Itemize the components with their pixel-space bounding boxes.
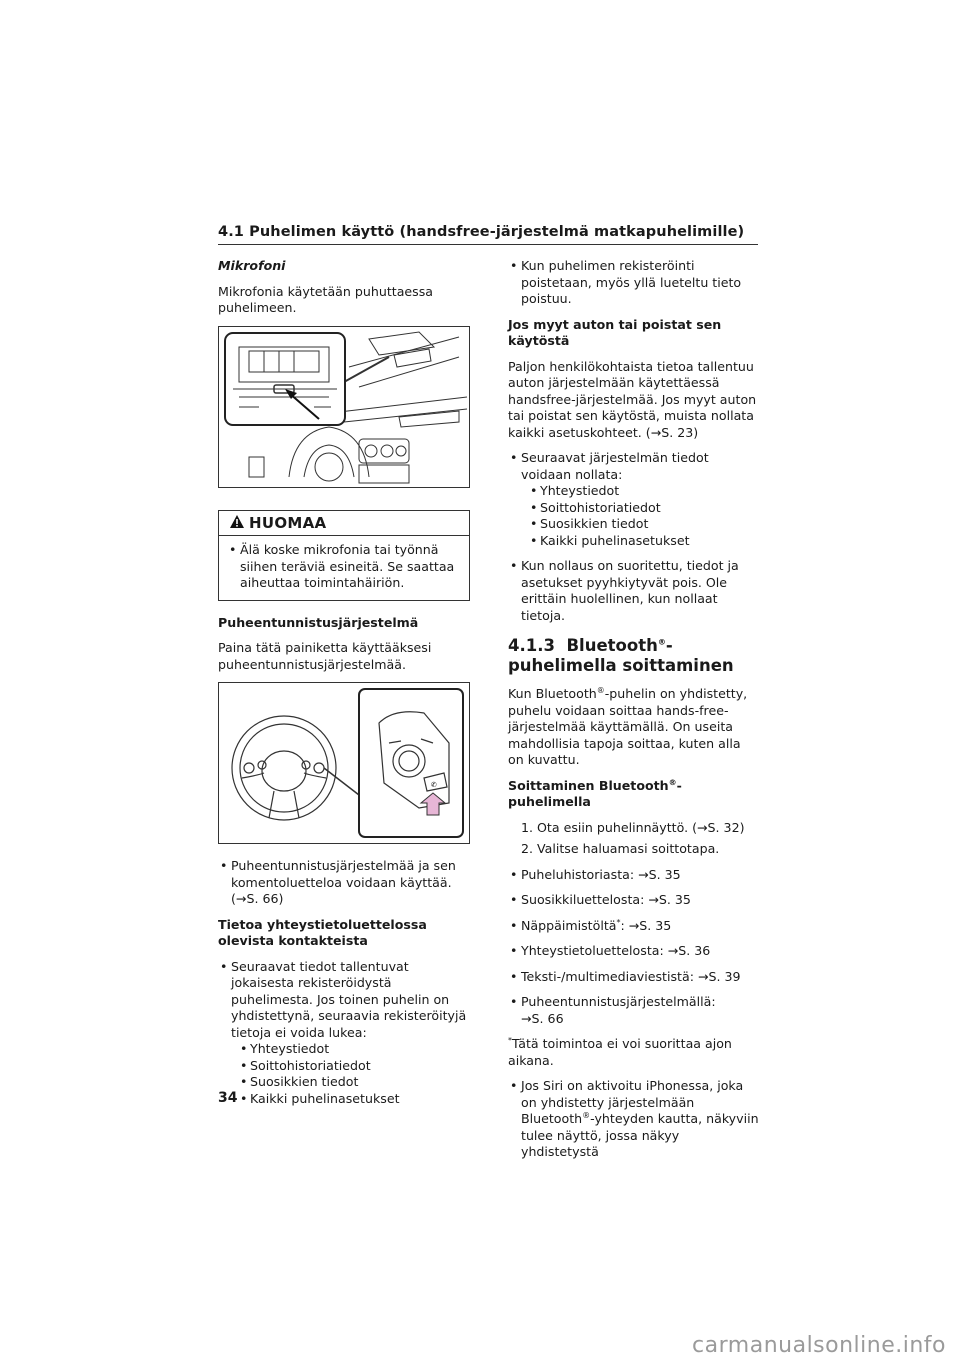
- registered-mark: ®: [657, 637, 666, 647]
- keypad-text-b: : →S. 35: [620, 917, 672, 933]
- microphone-illustration: [218, 326, 470, 488]
- sell-car-heading: Jos myyt auton tai poistat sen käytöstä: [508, 316, 722, 348]
- voice-recognition-text: Paina tätä painiketta käyttääksesi puheentunnistusjärjestelmää.: [218, 640, 432, 672]
- calling-head-b: -puhelimella: [508, 777, 682, 809]
- intro-text-b: -puhelin on yhdistetty, puhelu voidaan soittaa hands-free-järjestelmää käyttämällä. On useita mahdollisia tapoja soittaa, kuten alla on kuvattu.: [508, 686, 748, 767]
- option-item: • Puheluhistoriasta: →S. 35: [508, 867, 760, 884]
- option-item: • Suosikkiluettelosta: →S. 35: [508, 892, 760, 909]
- intro-text-a: Kun Bluetooth: [508, 686, 597, 701]
- list-item: • Kaikki puhelinasetukset: [240, 1091, 470, 1108]
- sell-car-text: Paljon henkilökohtaista tietoa tallentuu auton järjestelmään käytettäessä handsfree-järjestelmää. Jos myyt auton tai poistat sen käytöstä, muista nollata kaikki asetuskohteet. (→S. 23): [508, 358, 757, 440]
- footnote-text: Tätä toimintoa ei voi suorittaa ajon aikana.: [508, 1036, 732, 1068]
- reset-bullet-text: Seuraavat järjestelmän tiedot voidaan nollata:: [521, 450, 709, 482]
- registered-mark: ®: [582, 1110, 591, 1120]
- notice-text: • Älä koske mikrofonia tai työnnä siihen teräviä esineitä. Se saattaa aiheuttaa toimintahäiriön.: [227, 542, 461, 592]
- footnote: [508, 1036, 760, 1069]
- siri-text-a: Jos Siri on aktivoitu iPhonessa, joka on yhdistetty järjestelmään Bluetooth: [521, 1078, 744, 1126]
- option-item: • Teksti-/multimediaviestistä: →S. 39: [508, 969, 760, 986]
- asterisk-mark: *: [508, 1035, 512, 1045]
- contacts-bullet-text: Seuraavat tiedot tallentuvat jokaisesta rekisteröidystä puhelimesta. Jos toinen puhelin on yhdistettynä, seuraavia rekisteröityjä tietoja ei voida lukea:: [231, 958, 467, 1040]
- header-divider: [218, 244, 758, 245]
- contacts-bullet: [218, 959, 470, 1042]
- contacts-heading: Tietoa yhteystietoluettelossa olevista kontakteista: [218, 916, 427, 948]
- microphone-heading: Mikrofoni: [218, 258, 286, 273]
- list-item: • Suosikkien tiedot: [530, 516, 760, 533]
- list-item: • Kaikki puhelinasetukset: [530, 533, 760, 550]
- option-item: [508, 918, 760, 935]
- bluetooth-intro: [508, 686, 760, 769]
- warning-icon: [229, 514, 245, 533]
- notice-box: [218, 510, 470, 601]
- section-number: 4.1.3: [508, 636, 555, 655]
- calling-heading: [508, 778, 760, 811]
- step-item: 2. Valitse haluamasi soittotapa.: [521, 841, 720, 856]
- step-item: 1. Ota esiin puhelinnäyttö. (→S. 32): [521, 819, 745, 835]
- section-title: [508, 636, 760, 676]
- right-column: [508, 258, 760, 1170]
- section-title-a: Bluetooth: [566, 636, 658, 655]
- page-header-title: 4.1 Puhelimen käyttö (handsfree-järjestelmä matkapuhelimille): [218, 224, 745, 240]
- list-item: • Yhteystiedot: [530, 483, 760, 500]
- delete-registration-bullet: • Kun puhelimen rekisteröinti poistetaan, myös yllä lueteltu tieto poistuu.: [508, 258, 760, 308]
- list-item: • Soittohistoriatiedot: [240, 1058, 470, 1075]
- option-item: • Puheentunnistusjärjestelmällä: →S. 66: [508, 994, 760, 1027]
- siri-text-b: -yhteyden kautta, näkyviin tulee näyttö, jossa näkyy yhdistetystä: [521, 1111, 759, 1159]
- registered-mark: ®: [596, 685, 605, 695]
- section-title-b: -puhelimella soittaminen: [508, 636, 734, 675]
- option-item: • Yhteystietoluettelosta: →S. 36: [508, 943, 760, 960]
- notice-header: [219, 511, 469, 537]
- list-item: • Suosikkien tiedot: [240, 1074, 470, 1091]
- voice-recognition-bullet: • Puheentunnistusjärjestelmää ja sen komentoluetteloa voidaan käyttää. (→S. 66): [218, 858, 470, 908]
- page-number: 34: [218, 1090, 238, 1106]
- notice-title: HUOMAA: [249, 513, 327, 532]
- reset-done-bullet: • Kun nollaus on suoritettu, tiedot ja asetukset pyyhkiytyvät pois. Ole erittäin huolellinen, kun nollaat tietoja.: [508, 558, 760, 624]
- registered-mark: ®: [668, 777, 677, 787]
- asterisk-mark: *: [616, 917, 621, 927]
- list-item: • Yhteystiedot: [240, 1041, 470, 1058]
- siri-bullet: [508, 1078, 760, 1161]
- watermark: carmanualsonline.info: [692, 1332, 946, 1358]
- list-item: • Soittohistoriatiedot: [530, 500, 760, 517]
- calling-head-a: Soittaminen Bluetooth: [508, 777, 669, 793]
- steering-switch-illustration: [218, 682, 470, 844]
- microphone-text: Mikrofonia käytetään puhuttaessa puhelimeen.: [218, 283, 434, 315]
- left-column: [218, 258, 470, 1107]
- svg-text:✆: ✆: [431, 781, 437, 789]
- reset-bullet: [508, 450, 760, 483]
- voice-recognition-heading: Puheentunnistusjärjestelmä: [218, 614, 419, 630]
- keypad-text-a: Näppäimistöltä: [521, 917, 617, 933]
